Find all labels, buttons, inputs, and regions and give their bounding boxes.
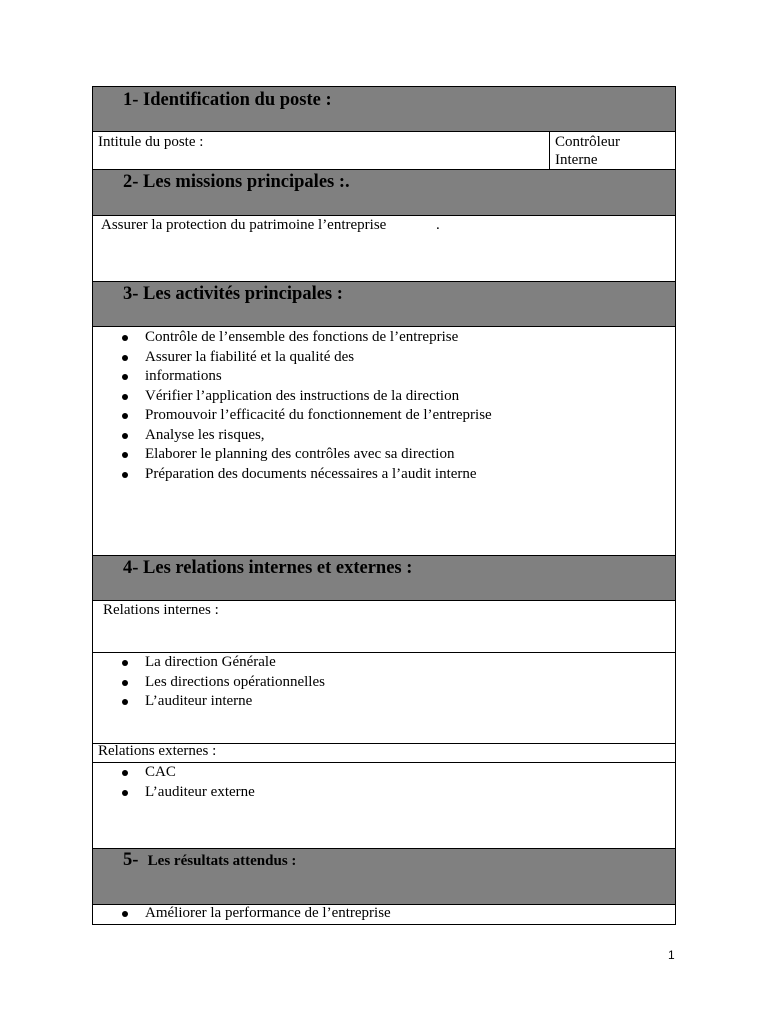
section5-number: 5-	[123, 850, 139, 870]
mission-text: Assurer la protection du patrimoine l’entreprise	[101, 217, 387, 233]
bullet-icon	[122, 660, 128, 666]
mission-row	[93, 216, 675, 282]
section1-title: 1- Identification du poste :	[123, 90, 332, 110]
job-title-value-line1: Contrôleur	[555, 134, 620, 150]
list-item: L’auditeur interne	[121, 692, 325, 712]
list-item: Assurer la fiabilité et la qualité des	[121, 348, 492, 368]
internal-relations-list	[121, 653, 325, 712]
external-relations-row	[93, 763, 675, 849]
job-title-row	[93, 132, 675, 170]
section4-title: 4- Les relations internes et externes :	[123, 558, 413, 578]
list-item: Contrôle de l’ensemble des fonctions de l’entreprise	[121, 328, 492, 348]
bullet-icon	[122, 374, 128, 380]
list-item: L’auditeur externe	[121, 783, 255, 803]
section5-title-text: Les résultats attendus :	[147, 853, 297, 869]
mission-trailing-mark: .	[436, 217, 440, 233]
list-item: informations	[121, 367, 492, 387]
section5-header	[93, 849, 675, 905]
external-relations-label: Relations externes :	[98, 743, 217, 759]
section5-title	[123, 850, 296, 871]
list-item: Analyse les risques,	[121, 426, 492, 446]
results-row	[93, 905, 675, 924]
bullet-icon	[122, 413, 128, 419]
section2-title: 2- Les missions principales :.	[123, 172, 350, 192]
bullet-icon	[122, 680, 128, 686]
results-list	[121, 904, 391, 924]
external-relations-label-row	[93, 744, 675, 763]
list-item: Préparation des documents nécessaires a l’audit interne	[121, 465, 492, 485]
bullet-icon	[122, 394, 128, 400]
job-description-table	[92, 86, 676, 925]
list-item: Promouvoir l’efficacité du fonctionnement de l’entreprise	[121, 406, 492, 426]
bullet-icon	[122, 699, 128, 705]
internal-relations-label: Relations internes :	[103, 602, 219, 618]
bullet-icon	[122, 911, 128, 917]
list-item: Améliorer la performance de l’entreprise	[121, 904, 391, 924]
list-item: Vérifier l’application des instructions de la direction	[121, 387, 492, 407]
list-item: La direction Générale	[121, 653, 325, 673]
list-item: CAC	[121, 763, 255, 783]
job-title-label: Intitule du poste :	[98, 134, 204, 150]
list-item: Les directions opérationnelles	[121, 673, 325, 693]
section3-header	[93, 282, 675, 327]
bullet-icon	[122, 335, 128, 341]
bullet-icon	[122, 770, 128, 776]
internal-relations-label-row	[93, 601, 675, 653]
bullet-icon	[122, 472, 128, 478]
activities-list	[121, 328, 492, 484]
bullet-icon	[122, 790, 128, 796]
section4-header	[93, 556, 675, 601]
bullet-icon	[122, 433, 128, 439]
job-title-value-line2: Interne	[555, 152, 598, 168]
external-relations-list	[121, 763, 255, 802]
section1-header	[93, 87, 675, 132]
list-item: Elaborer le planning des contrôles avec sa direction	[121, 445, 492, 465]
internal-relations-row	[93, 653, 675, 744]
bullet-icon	[122, 355, 128, 361]
column-divider	[549, 132, 550, 169]
section2-header	[93, 170, 675, 216]
bullet-icon	[122, 452, 128, 458]
activities-row	[93, 327, 675, 556]
section3-title: 3- Les activités principales :	[123, 284, 343, 304]
page-number: 1	[668, 948, 675, 962]
